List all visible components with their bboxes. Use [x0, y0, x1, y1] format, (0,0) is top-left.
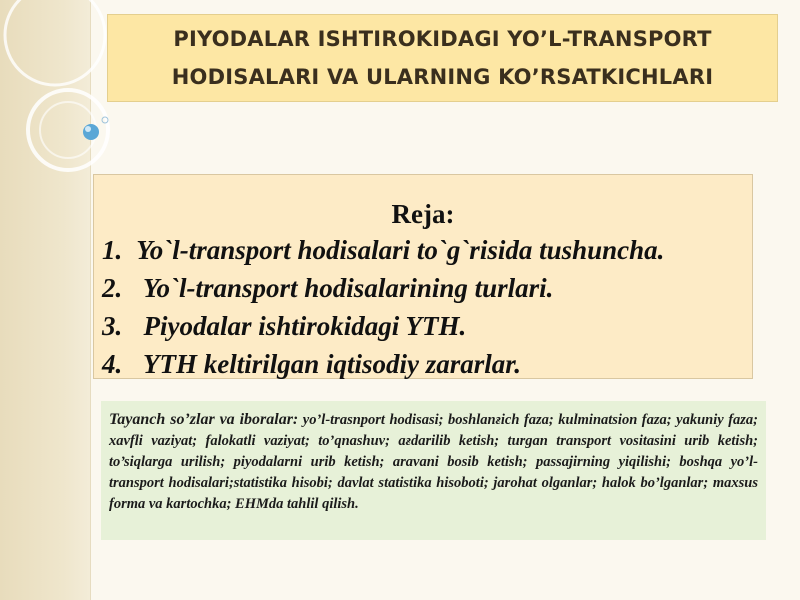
plan-item	[102, 231, 752, 269]
plan-item	[102, 345, 752, 383]
plan-item-number: 2.	[102, 273, 123, 303]
plan-item-number: 4.	[102, 349, 123, 379]
title-box	[107, 14, 778, 102]
plan-item	[102, 307, 752, 345]
deco-dot-highlight	[85, 126, 91, 132]
title-line-1: PIYODALAR ISHTIROKIDAGI YO’L-TRANSPORT	[173, 27, 712, 51]
title-line-2: HODISALARI VA ULARNING KO’RSATKICHLARI	[171, 65, 714, 89]
plan-item	[102, 269, 752, 307]
plan-item-text: Yo`l-transport hodisalari to`g`risida tushuncha.	[136, 235, 665, 265]
keywords-label: Tayanch so’zlar va iboralar:	[109, 411, 299, 428]
keywords-box	[101, 401, 766, 540]
plan-heading: Reja:	[391, 199, 455, 229]
page-title	[172, 20, 713, 96]
plan-box	[93, 174, 753, 379]
plan-item-text: YTH keltirilgan iqtisodiy zararlar.	[143, 349, 522, 379]
plan-item-text: Yo`l-transport hodisalarining turlari.	[143, 273, 554, 303]
keywords-text: yo’l-trasnport hodisasi; boshlanғich faza; kulminatsion faza; yakuniy faza; xavfli vaziyat; falokatli vaziyat; to’qnashuv; aғdarilib ketish; turgan transport vositasini urib ketish; to’siqlarga urilish; piyodalarni urib ketish; aravani bosib ketish; passajirning yiqilishi; boshqa yo’l-transport hodisalari;statistika hisobi; davlat statistika hisoboti; jarohat olganlar; halok bo’lganlar; maxsus forma va kartochka; EHMda tahlil qilish.	[109, 412, 758, 512]
plan-item-number: 3.	[102, 311, 123, 341]
deco-blue-dot	[83, 124, 99, 140]
deco-ring-large	[5, 0, 105, 85]
plan-item-number: 1.	[102, 235, 123, 265]
plan-item-text: Piyodalar ishtirokidagi YTH.	[143, 311, 467, 341]
plan-list	[94, 231, 752, 383]
